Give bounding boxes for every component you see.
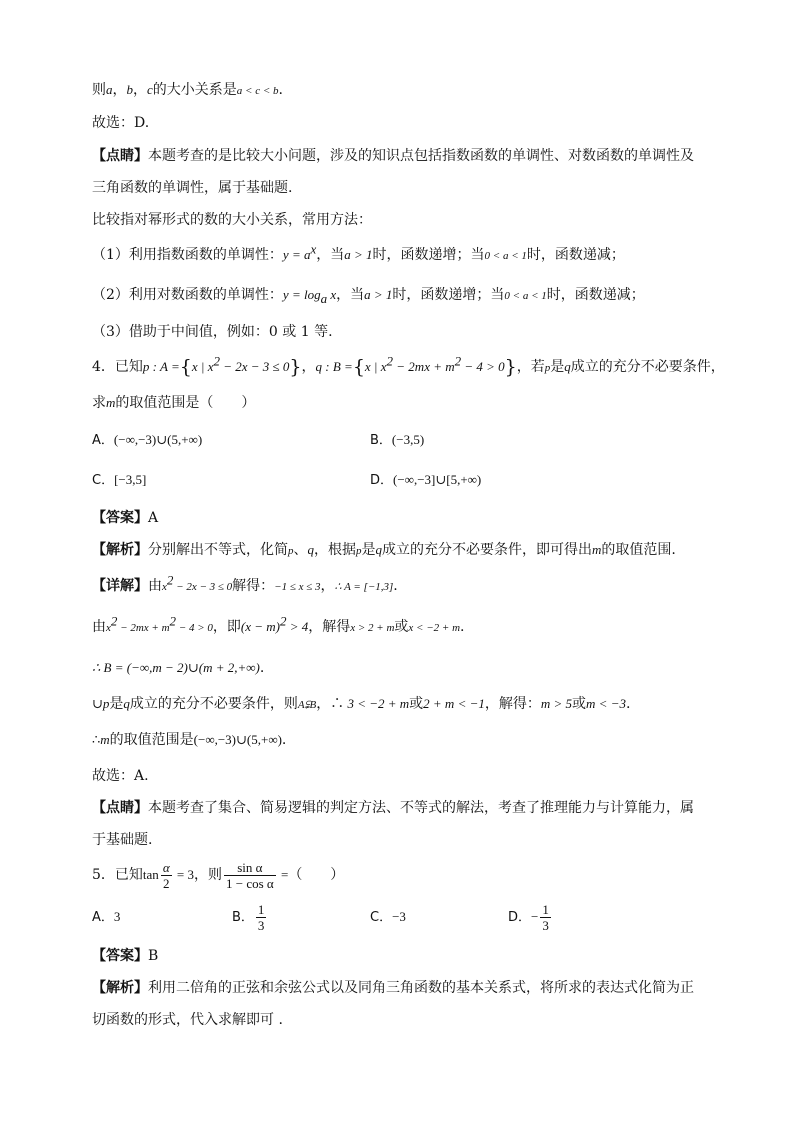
minus-sign: −	[531, 909, 539, 924]
q5-option-b[interactable]	[232, 898, 268, 937]
condition: 0 < a < 1	[484, 250, 527, 262]
text: 本题考查的是比较大小问题，涉及的知识点包括指数函数的单调性、对数函数的单调性及	[148, 148, 694, 164]
text: 利用二倍角的正弦和余弦公式以及同角三角函数的基本关系式，将所求的表达式化简为正	[148, 980, 694, 996]
text: 或	[394, 619, 409, 635]
numerator: 1	[257, 901, 265, 917]
comma: ，	[112, 82, 127, 98]
var-b: b	[126, 82, 133, 97]
q5-analysis	[92, 978, 694, 998]
set-expr: x | x	[191, 359, 214, 374]
set-expr: − 2x − 3 ≤ 0	[219, 359, 290, 374]
text: （1）利用指数函数的单调性：	[92, 247, 283, 263]
text: 是	[109, 696, 124, 712]
option-value: (−∞,−3]∪[5,+∞)	[393, 472, 482, 487]
text: 时，函数递减；	[526, 247, 625, 263]
q4-detail-3	[92, 658, 264, 678]
text: ，	[320, 578, 335, 594]
text: ，根据	[314, 542, 356, 558]
numerator: sin α	[224, 860, 276, 876]
period: .	[625, 696, 631, 712]
text: （2）利用对数函数的单调性：	[92, 287, 283, 303]
option-value: (−3,5)	[391, 432, 425, 447]
formula: (x − m)	[240, 619, 280, 634]
condition: a > 1	[364, 287, 393, 302]
fraction	[161, 860, 172, 891]
exponent: 2	[213, 353, 220, 369]
formula: m < −3	[586, 696, 626, 711]
formula: y = a	[282, 247, 311, 262]
text: ，解得	[308, 619, 351, 635]
formula: A⫋B	[297, 699, 317, 711]
q4-detail-5	[92, 730, 286, 750]
question-4-stem-2	[92, 393, 255, 413]
var-a: a	[106, 82, 113, 97]
formula: ∴ A = [−1,3]	[334, 581, 394, 593]
condition: 0 < a < 1	[504, 290, 547, 302]
fraction	[256, 902, 267, 933]
period: .	[393, 578, 398, 594]
question-number: 4．已知	[92, 359, 143, 375]
formula: 2 + m < −1	[423, 696, 485, 711]
text: （ ）	[288, 867, 345, 883]
section-tag: 【解析】	[92, 980, 148, 996]
denominator: 2	[162, 875, 170, 891]
formula: x	[327, 287, 337, 302]
brace: {	[179, 356, 192, 378]
conclusion-line	[92, 80, 283, 101]
period: .	[259, 660, 265, 676]
text: 由	[92, 619, 106, 635]
period: .	[281, 732, 287, 748]
set-def-p: p : A =	[142, 359, 180, 374]
function: tan	[142, 867, 159, 882]
period: .	[460, 619, 465, 635]
text: 求	[92, 395, 106, 411]
option-label: C．	[370, 910, 393, 925]
var-p: p	[102, 696, 110, 711]
section-tag: 【解析】	[92, 542, 148, 558]
formula: 3 < −2 + m	[344, 696, 410, 711]
option-value: [−3,5]	[114, 472, 147, 487]
exponent: 2	[169, 613, 177, 629]
text: ，若	[516, 359, 545, 375]
section-tag: 【答案】	[92, 948, 148, 964]
dianjing-line-2: 三角函数的单调性，属于基础题.	[92, 180, 293, 196]
q5-analysis-2: 切函数的形式，代入求解即可 .	[92, 1012, 283, 1028]
option-label: A．	[92, 433, 114, 448]
text: 的大小关系是	[152, 82, 237, 98]
question-4-stem	[92, 353, 725, 378]
answer-choice-line: 故选：D.	[92, 115, 150, 131]
option-label: B．	[370, 433, 392, 448]
text: 成立的充分不必要条件，	[570, 359, 725, 375]
answer-value: B	[148, 948, 159, 964]
text: ，∴	[316, 696, 345, 712]
exponent: x	[310, 241, 317, 257]
formula: > 4	[286, 619, 309, 634]
denominator: 3	[542, 917, 549, 933]
set-expr: − 2mx + m	[393, 359, 455, 374]
text: 时，函数递增；当	[392, 287, 505, 303]
text: 的取值范围.	[601, 542, 676, 558]
formula: (−∞,−3)∪(5,+∞)	[193, 732, 282, 747]
set-expr: x | x	[364, 359, 387, 374]
option-value: −3	[392, 909, 406, 924]
option-value: (−∞,−3)∪(5,+∞)	[113, 432, 203, 447]
var-q: q	[123, 696, 130, 711]
text: 解得：	[232, 578, 275, 594]
text: ，则	[193, 867, 222, 883]
base: a	[320, 290, 328, 306]
brace: }	[289, 356, 302, 378]
exponent: 2	[110, 613, 118, 629]
period: .	[278, 82, 283, 98]
section-tag: 【点睛】	[92, 800, 148, 816]
q5-answer	[92, 946, 158, 966]
var-p: p	[544, 362, 551, 374]
option-value: 3	[113, 909, 121, 924]
q5-option-a[interactable]	[92, 907, 120, 928]
var-q: q	[307, 542, 314, 557]
answer-value: A	[148, 510, 159, 526]
set-expr: − 4 > 0	[461, 359, 505, 374]
numerator: α	[162, 859, 170, 875]
q4-choice: 故选：A.	[92, 768, 149, 784]
q4-detail-2	[92, 613, 465, 638]
fraction	[224, 860, 276, 891]
text: 则	[92, 82, 106, 98]
formula: m > 5	[540, 696, 573, 711]
q4-detail-1	[92, 572, 398, 597]
option-label: C．	[92, 473, 115, 488]
var-m: m	[592, 542, 602, 557]
var-q: q	[564, 359, 571, 374]
symbol: ∴	[92, 732, 101, 747]
var-p: p	[288, 545, 294, 557]
formula: x < −2 + m	[408, 622, 461, 634]
q5-option-d[interactable]	[508, 898, 553, 937]
formula: =	[277, 867, 289, 882]
formula: x	[106, 622, 111, 634]
formula: − 2x − 3 ≤ 0	[173, 581, 233, 593]
text: 是	[361, 542, 376, 558]
text: ，即	[212, 619, 241, 635]
q4-answer	[92, 508, 158, 528]
text: ，解得：	[484, 696, 541, 712]
exponent: 2	[454, 353, 462, 369]
formula: x	[162, 581, 167, 593]
var-m: m	[106, 395, 116, 410]
text: 或	[572, 696, 587, 712]
var-m: m	[100, 732, 110, 747]
q4-analysis	[92, 540, 676, 561]
method-1	[92, 241, 625, 266]
symbol: ∪	[92, 696, 103, 711]
text: 、	[293, 542, 308, 558]
text: 本题考查了集合、简易逻辑的判定方法、不等式的解法，考查了推理能力与计算能力，属	[148, 800, 694, 816]
text: 是	[550, 359, 565, 375]
text: 的取值范围是	[109, 732, 194, 748]
text: 的取值范围是（ ）	[115, 395, 256, 411]
method-2	[92, 285, 645, 306]
question-number: 5．已知	[92, 867, 143, 883]
q4-option-c[interactable]	[92, 470, 146, 491]
exponent: 2	[386, 353, 394, 369]
formula: − 2mx + m	[117, 622, 170, 634]
q4-option-a[interactable]	[92, 430, 202, 451]
var-q: q	[375, 542, 382, 557]
text: 由	[148, 578, 162, 594]
formula: x > 2 + m	[350, 622, 395, 634]
question-5-stem	[92, 858, 344, 892]
denominator: 3	[257, 917, 265, 933]
exponent: 2	[279, 613, 287, 629]
formula: = 3	[173, 867, 194, 882]
formula: −1 ≤ x ≤ 3	[274, 581, 321, 593]
text: ，当	[316, 247, 345, 263]
q4-dianjing-2: 于基础题.	[92, 832, 153, 848]
section-tag: 【答案】	[92, 510, 148, 526]
text: 分别解出不等式，化简	[148, 542, 288, 558]
set-def-q: q : B =	[315, 359, 353, 374]
comma: ，	[301, 359, 316, 375]
text: 时，函数递减；	[546, 287, 645, 303]
text: 或	[409, 696, 424, 712]
text: 成立的充分不必要条件，即可得出	[382, 542, 592, 558]
formula: y = log	[282, 287, 321, 302]
section-tag: 【点睛】	[92, 148, 148, 164]
text: 成立的充分不必要条件，则	[129, 696, 298, 712]
text: ，当	[336, 287, 365, 303]
var-c: c	[147, 82, 153, 97]
comma: ，	[133, 82, 147, 98]
brace: {	[352, 356, 365, 378]
brace: }	[504, 356, 517, 378]
formula: − 4 > 0	[176, 622, 213, 634]
q4-option-b[interactable]	[370, 430, 424, 451]
denominator: 1 − cos α	[225, 875, 274, 891]
option-label: D．	[508, 910, 532, 925]
dianjing-line	[92, 146, 694, 166]
q5-option-c[interactable]	[370, 907, 406, 928]
fraction	[540, 902, 551, 933]
q4-detail-4	[92, 694, 630, 715]
condition: a > 1	[344, 247, 373, 262]
exponent: 2	[166, 572, 174, 588]
option-label: A．	[92, 910, 114, 925]
formula: ∴ B = (−∞,m − 2)∪(m + 2,+∞)	[92, 660, 260, 675]
option-label: B．	[232, 910, 254, 925]
relation: a < c < b	[236, 85, 279, 97]
methods-intro: 比较指对幂形式的数的大小关系，常用方法：	[92, 212, 372, 228]
numerator: 1	[542, 901, 549, 917]
method-3: （3）借助于中间值，例如：0 或 1 等.	[92, 324, 333, 340]
q4-dianjing	[92, 798, 694, 818]
section-tag: 【详解】	[92, 578, 148, 594]
q4-option-d[interactable]	[370, 470, 481, 491]
text: 时，函数递增；当	[372, 247, 485, 263]
var-p: p	[356, 545, 362, 557]
option-label: D．	[370, 473, 394, 488]
